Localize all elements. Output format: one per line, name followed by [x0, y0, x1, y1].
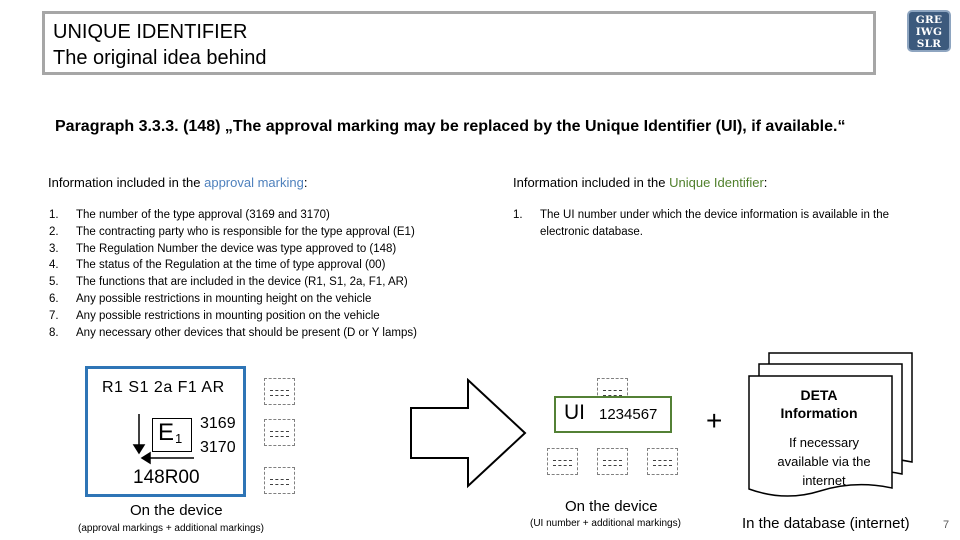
ui-marking-box	[554, 396, 672, 433]
logo-line-2: IWG	[915, 26, 943, 38]
heading-suffix: :	[763, 175, 768, 190]
ui-label: UI	[564, 401, 585, 424]
approval-number-2: 3170	[200, 439, 236, 456]
heading-suffix: :	[303, 175, 308, 190]
list-text: Any possible restrictions in mounting height on the vehicle	[76, 292, 372, 305]
database-title-line-1: DETA	[800, 387, 838, 403]
list-text: Any possible restrictions in mounting position on the vehicle	[76, 309, 380, 322]
additional-marking-tag	[264, 378, 295, 405]
list-number: 6.	[49, 292, 59, 305]
list-text: Any necessary other devices that should be present (D or Y lamps)	[76, 326, 417, 339]
list-text: The contracting party who is responsible for the type approval (E1)	[76, 225, 415, 238]
list-number: 1.	[513, 209, 523, 221]
additional-marking-tag	[264, 419, 295, 446]
e-letter: E	[158, 419, 175, 446]
heading-highlight: approval marking	[204, 175, 304, 190]
heading-prefix: Information included in the	[48, 175, 205, 190]
additional-marking-tag	[264, 467, 295, 494]
list-number: 1.	[49, 209, 59, 221]
additional-marking-tag	[647, 448, 678, 475]
list-text: The status of the Regulation at the time of type approval (00)	[76, 259, 386, 272]
logo-line-3: SLR	[916, 38, 942, 50]
database-note-line-3: internet	[802, 473, 846, 488]
additional-marking-tag	[547, 448, 578, 475]
database-note	[745, 433, 903, 490]
right-caption: In the database (internet)	[742, 515, 910, 532]
list-number: 3.	[49, 242, 59, 255]
list-text: The functions that are included in the device (R1, S1, 2a, F1, AR)	[76, 276, 408, 289]
function-codes: R1 S1 2a F1 AR	[102, 379, 225, 396]
ui-number: 1234567	[599, 406, 658, 423]
list-number: 5.	[49, 276, 59, 289]
regulation-code: 148R00	[133, 467, 200, 488]
list-number: 8.	[49, 326, 59, 339]
list-text: The UI number under which the device information is available in the	[540, 209, 890, 221]
page-number: 7	[943, 519, 950, 531]
right-arrow-icon	[410, 378, 528, 490]
e-number: 1	[175, 431, 183, 446]
list-number: 4.	[49, 259, 59, 272]
plus-sign: +	[706, 405, 723, 436]
list-text: The number of the type approval (3169 and 3170)	[76, 209, 330, 221]
database-note-line-2: available via the	[777, 454, 871, 469]
list-text: electronic database.	[540, 225, 643, 238]
slide-title: UNIQUE IDENTIFIER	[53, 21, 248, 43]
left-caption: On the device	[130, 502, 223, 519]
database-title-line-2: Information	[780, 405, 858, 421]
heading-highlight: Unique Identifier	[669, 175, 764, 190]
database-note-line-1: If necessary	[788, 435, 860, 450]
additional-marking-tag	[597, 448, 628, 475]
list-text: The Regulation Number the device was type approved to (148)	[76, 242, 397, 255]
heading-prefix: Information included in the	[513, 175, 670, 190]
database-title	[745, 386, 893, 422]
e-mark-box	[152, 418, 192, 452]
list-number: 2.	[49, 225, 59, 238]
middle-caption-sub: (UI number + additional markings)	[530, 518, 681, 529]
approval-number-1: 3169	[200, 415, 236, 432]
logo-line-1: GRE	[915, 14, 943, 26]
left-caption-sub: (approval markings + additional markings)	[78, 523, 264, 534]
list-number: 7.	[49, 309, 59, 322]
paragraph-quote: Paragraph 3.3.3. (148) „The approval marking may be replaced by the Unique Identifier (UI), if available.“	[55, 118, 846, 135]
slide-subtitle: The original idea behind	[53, 47, 267, 69]
middle-caption: On the device	[565, 498, 658, 515]
